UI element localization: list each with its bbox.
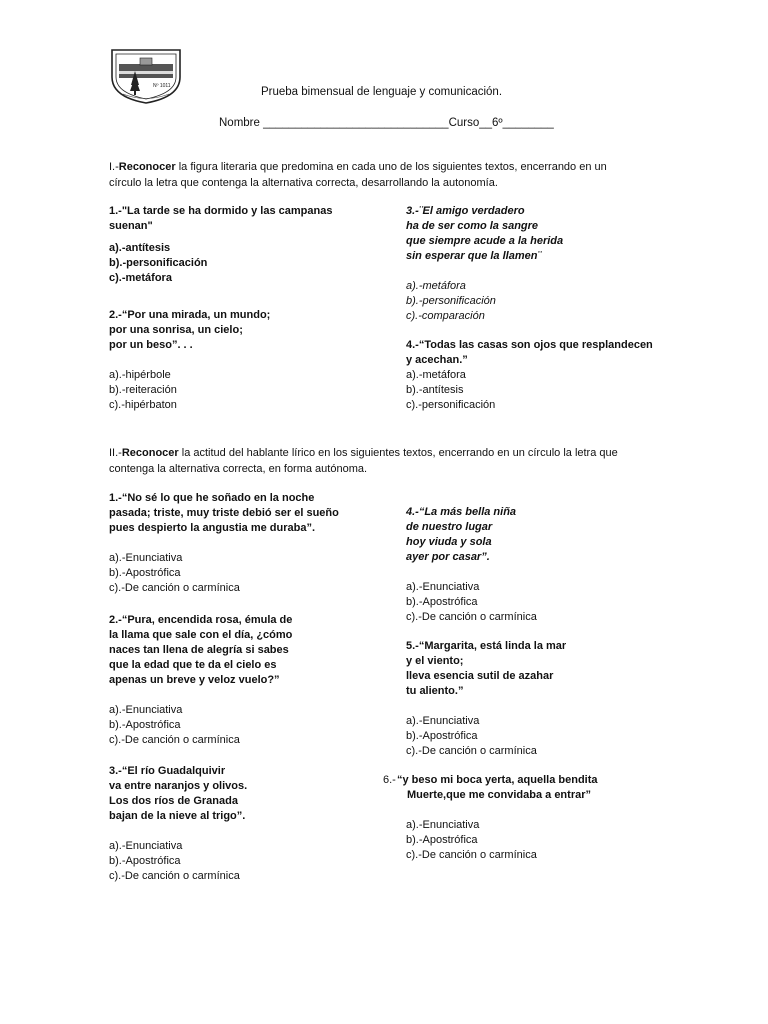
question-1-4: 4.-“Todas las casas son ojos que resplandecen y acechan.” a).-metáfora b).-antítesis c).-personificación: [406, 339, 653, 411]
school-crest-logo: [109, 47, 183, 105]
crest-number: Nº 1011: [153, 83, 171, 89]
question-1-3: 3.-¨El amigo verdadero ha de ser como la sangre que siempre acude a la herida sin esperar que la llamen¨ a).-metáfora b).-personificación c).-comparación: [406, 205, 564, 322]
part1-instruction: I.-Reconocer la figura literaria que predomina en cada uno de los siguientes textos, encerrando en un círculo la letra que contenga la alternativa correcta, desarrollando la autonomía.: [109, 161, 607, 189]
question-1-2: 2.-“Por una mirada, un mundo; por una sonrisa, un cielo; por un beso”. . . a).-hipérbole b).-reiteración c).-hipérbaton: [109, 309, 271, 411]
name-course-line: Nombre _____________________________Curso__6º________: [219, 117, 554, 129]
question-2-1: 1.-“No sé lo que he soñado en la noche pasada; triste, muy triste debió ser el sueño pues despierto la angustia me duraba”. a).-Enunciativa b).-Apostrófica c).-De canción o carmínica: [109, 492, 339, 594]
question-2-2: 2.-“Pura, encendida rosa, émula de la llama que sale con el día, ¿cómo naces tan llena de alegría si sabes que la edad que te da el cielo es apenas un breve y veloz vuelo?” a).-Enunciativa b).-Apostrófica c).-De canción o carmínica: [109, 614, 293, 746]
question-2-6-number: 6.-: [383, 774, 396, 786]
question-2-3: 3.-“El río Guadalquivir va entre naranjos y olivos. Los dos ríos de Granada bajan de la nieve al trigo”. a).-Enunciativa b).-Apostrófica c).-De canción o carmínica: [109, 765, 248, 882]
part2-instruction: II.-Reconocer la actitud del hablante lírico en los siguientes textos, encerrando en un círculo la letra que contenga la alternativa correcta, en forma autónoma.: [109, 447, 618, 475]
question-1-1: 1.-"La tarde se ha dormido y las campanas suenan" a).-antítesis b).-personificación c).-metáfora: [109, 205, 333, 284]
question-2-6: “y beso mi boca yerta, aquella bendita Muerte,que me convidaba a entrar”: [397, 774, 598, 801]
question-2-5: 5.-“Margarita, está linda la mar y el viento; lleva esencia sutil de azahar tu aliento.” a).-Enunciativa b).-Apostrófica c).-De canción o carmínica: [406, 640, 567, 757]
question-2-6-options: a).-Enunciativa b).-Apostrófica c).-De canción o carmínica: [406, 819, 537, 861]
page-title: Prueba bimensual de lenguaje y comunicación.: [261, 86, 503, 98]
question-2-4: 4.-“La más bella niña de nuestro lugar hoy viuda y sola ayer por casar”. a).-Enunciativa b).-Apostrófica c).-De canción o carmínica: [406, 506, 537, 623]
